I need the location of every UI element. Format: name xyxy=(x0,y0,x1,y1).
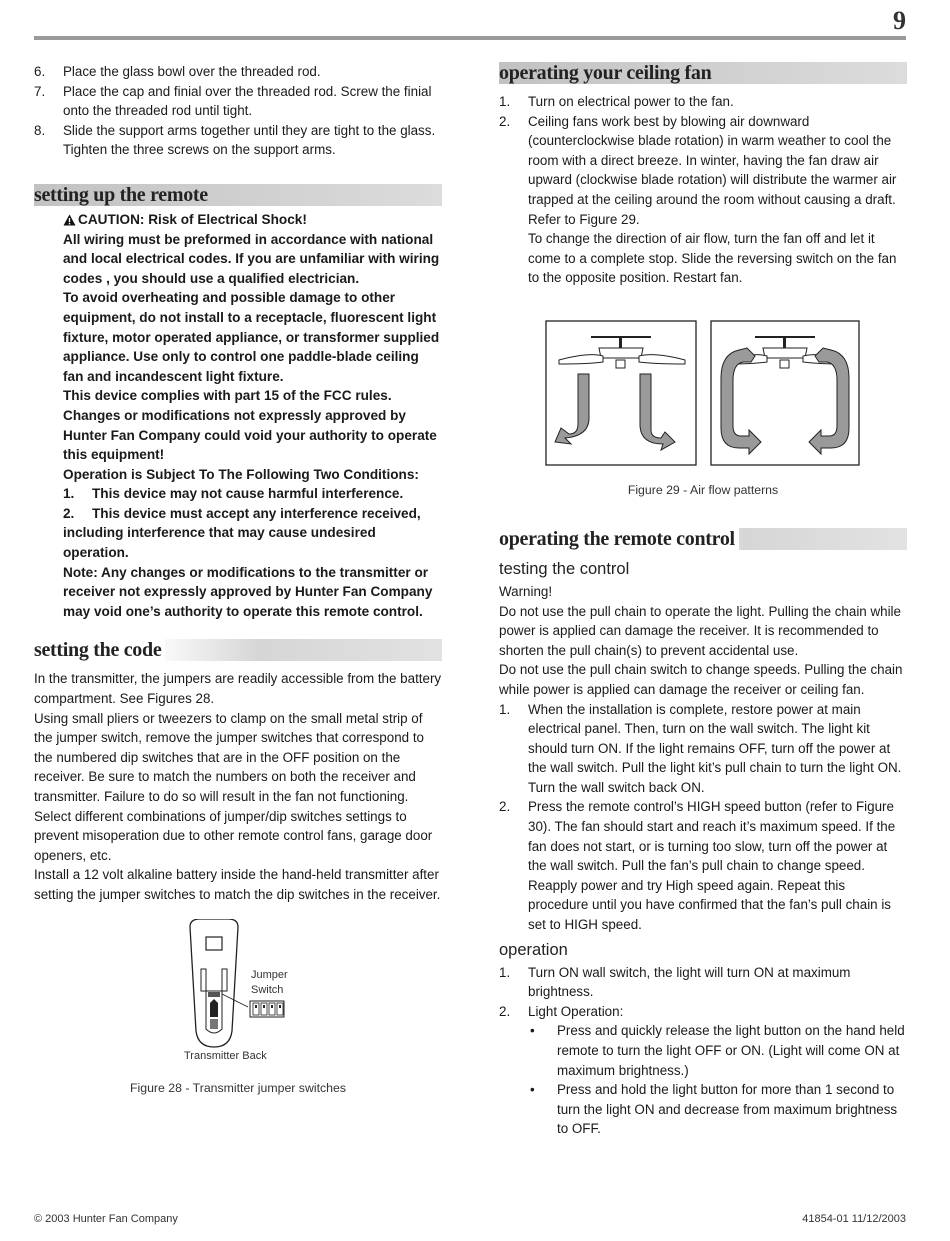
figure-28-caption: Figure 28 - Transmitter jumper switches xyxy=(130,1080,346,1095)
footer-copyright: © 2003 Hunter Fan Company xyxy=(34,1213,178,1225)
section-title-operating: operating your ceiling fan xyxy=(499,62,907,84)
warning-paragraph: Do not use the pull chain switch to change speeds. Pulling the chain while power is applied can damage the receiver or ceiling fan. xyxy=(499,662,903,697)
caution-note: Note: Any changes or modifications to the transmitter or receiver not expressly approved by Hunter Fan Company may void one’s authority to operate this remote control. xyxy=(63,564,433,619)
bullet-icon: • xyxy=(530,1023,535,1039)
list-item: 1. When the installation is complete, restore power at main electrical panel. Then, turn on the wall switch. The light kit should turn ON. If the light remains OFF, turn off the power at the wall switch. Pull the light kit’s pull chain to turn the light ON. Turn the wall switch back ON. xyxy=(499,701,902,795)
list-item: • Press and quickly release the light button on the hand held remote to turn the light OFF or ON. (Light will come ON at maximum brightness.) xyxy=(530,1023,905,1078)
warning-label: Warning! xyxy=(499,583,553,599)
testing-steps xyxy=(499,700,907,935)
code-paragraph: Install a 12 volt alkaline battery inside the hand-held transmitter after setting the jumper switches to match the dip switches in the receiver. xyxy=(34,867,441,902)
section-title-remote-control: operating the remote control xyxy=(499,528,907,550)
warning-triangle-icon xyxy=(63,214,76,226)
header-rule xyxy=(34,36,906,40)
footer-doc-id: 41854-01 11/12/2003 xyxy=(802,1213,906,1225)
figure-28 xyxy=(34,919,442,1109)
list-item: 2. Press the remote control’s HIGH speed button (refer to Figure 30). The fan should start and reach it’s maximum speed. If the fan does not start, or is turning too slow, turn off the power at the wall switch. Pull the fan’s pull chain to change speed. Reapply power and try High speed again. Repeat this procedure until you have confirmed that the fan’s pull chain is set to HIGH speed. xyxy=(499,799,896,933)
air-flow-illustration xyxy=(499,318,907,468)
list-item: 1. Turn ON wall switch, the light will turn ON at maximum brightness. xyxy=(499,964,851,1000)
list-item: 2. Ceiling fans work best by blowing air downward (counterclockwise blade rotation) in warm weather to cool the room with a direct breeze. In winter, having the fan draw air upward (clockwise blade rotation) will distribute the warmer air trapped at the ceiling around the room without causing a draft. Refer to Figure 29. xyxy=(499,113,897,227)
warning-paragraph: Do not use the pull chain to operate the light. Pulling the chain while power is applied can damage the receiver. It is recommended to shorten the pull chain(s) to prevent accidental use. xyxy=(499,603,901,658)
list-item: 7. Place the cap and finial over the threaded rod. Screw the finial onto the threaded rod until tight. xyxy=(34,83,432,119)
operating-steps xyxy=(499,92,907,229)
transmitter-back-label: Transmitter Back xyxy=(184,1049,267,1062)
operation-steps xyxy=(499,963,907,1139)
caution-paragraph: All wiring must be preformed in accordance with national and local electrical codes. If you are unfamiliar with wiring codes , you should use a qualified electrician. xyxy=(63,231,440,286)
list-item: 1. This device may not cause harmful interference. xyxy=(63,486,404,502)
list-item: 1. Turn on electrical power to the fan. xyxy=(499,94,734,109)
subsection-title-testing: testing the control xyxy=(499,559,630,578)
right-column xyxy=(499,62,907,1139)
caution-paragraph: This device complies with part 15 of the FCC rules. Changes or modifications not expressly approved by Hunter Fan Company could void your authority to operate this equipment! xyxy=(63,388,437,463)
subsection-title-operation: operation xyxy=(499,940,568,959)
caution-block xyxy=(34,210,442,621)
page-number: 9 xyxy=(893,6,906,35)
section-title-remote: setting up the remote xyxy=(34,184,442,206)
code-paragraph: Select different combinations of jumper/dip switches settings to prevent misoperation due to other remote control fans, garage door openers, etc. xyxy=(34,808,433,863)
list-item: 6. Place the glass bowl over the threaded rod. xyxy=(34,64,321,79)
section-title-code: setting the code xyxy=(34,639,442,661)
figure-29 xyxy=(499,318,907,528)
light-operation-bullets xyxy=(528,1021,907,1139)
caution-heading: CAUTION: Risk of Electrical Shock! xyxy=(63,210,442,230)
jumper-label: Jumper Switch xyxy=(251,968,288,996)
direction-paragraph: To change the direction of air flow, turn the fan off and let it come to a complete stop. Slide the reversing switch on the fan to the opposite position. Restart fan. xyxy=(528,231,897,286)
list-item: 2. Light Operation: • Press and quickly release the light button on the hand held remote to turn the light OFF or ON. (Light will come ON at maximum brightness.) • Press and hold the light button for more than 1 second to turn the light ON and decrease from maximum brightness to OFF. xyxy=(499,1002,907,1139)
assembly-steps xyxy=(34,62,442,160)
list-item: • Press and hold the light button for more than 1 second to turn the light ON and decrease from maximum brightness to OFF. xyxy=(530,1082,898,1137)
code-paragraph: In the transmitter, the jumpers are readily accessible from the battery compartment. See Figures 28. xyxy=(34,671,442,707)
conditions-list xyxy=(63,484,442,562)
left-column xyxy=(34,62,442,1109)
list-item: 8. Slide the support arms together until they are tight to the glass. Tighten the three screws on the support arms. xyxy=(34,122,436,158)
list-item: 2. This device must accept any interference received, including interference that may cause undesired operation. xyxy=(63,505,421,561)
code-paragraph: Using small pliers or tweezers to clamp on the small metal strip of the jumper switch, remove the jumper switches that correspond to the numbered dip switches that are in the OFF position on the receiver. Be sure to match the numbers on both the receiver and transmitter. Failure to do so will result in the fan not functioning. xyxy=(34,710,424,804)
conditions-intro: Operation is Subject To The Following Two Conditions: xyxy=(63,466,419,482)
bullet-icon: • xyxy=(530,1082,535,1098)
figure-29-caption: Figure 29 - Air flow patterns xyxy=(627,482,779,497)
caution-paragraph: To avoid overheating and possible damage to other equipment, do not install to a receptacle, fluorescent light fixture, motor operated appliance, or transformer supplied appliance. Use only to control one paddle-blade ceiling fan and incandescent light fixture. xyxy=(63,290,440,384)
